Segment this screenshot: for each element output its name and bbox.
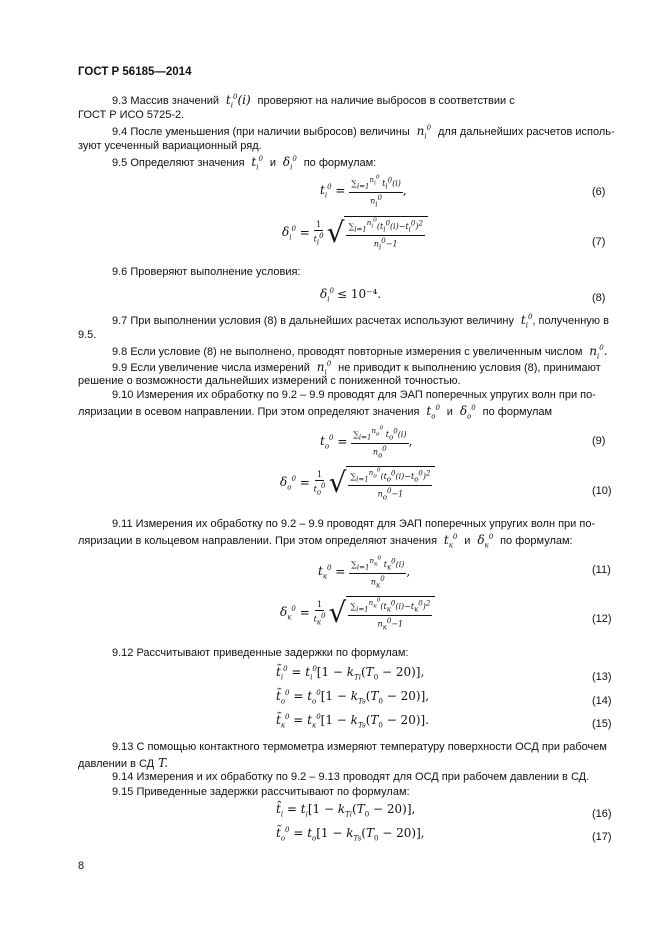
para-9-3-line1: 9.3 Массив значений $t_i^0(i)$ проверяют на наличие выбросов в соответствии с xyxy=(112,93,515,110)
formula-13: $t̃_i^0 = t_i^0[1 - k_{Ti}(T_0 - 20)]$, xyxy=(276,665,425,682)
eq-number-8: (8) xyxy=(592,292,606,304)
para-9-15: 9.15 Приведенные задержки рассчитывают по формулам: xyxy=(112,786,410,798)
para-9-3-line2: ГОСТ Р ИСО 5725-2. xyxy=(78,109,185,121)
para-9-13-line1: 9.13 С помощью контактного термометра измеряют температуру поверхности ОСД при рабочем xyxy=(112,741,607,753)
para-9-5: 9.5 Определяют значения $t_i^0$ и $\delta_i^0$ по формулам: xyxy=(112,155,377,172)
para-9-6: 9.6 Проверяют выполнение условия: xyxy=(112,266,301,278)
formula-15: $t̃_к^0 = t_к^0[1 - k_{Ts}(T_0 - 20)]$. xyxy=(276,713,430,730)
eq-number-10: (10) xyxy=(592,485,612,497)
eq-number-12: (12) xyxy=(592,613,612,625)
eq-number-15: (15) xyxy=(592,718,612,730)
para-9-11-line1: 9.11 Измерения их обработку по 9.2 – 9.9 проводят для ЭАП поперечных упругих волн при по- xyxy=(112,518,596,530)
eq-number-17: (17) xyxy=(592,831,612,843)
formula-16: $t̂_i = t_i[1 - k_{Ti}(T_0 - 20)]$, xyxy=(276,802,416,819)
para-9-7-line2: 9.5. xyxy=(78,329,97,341)
math-deltai0: $\delta_i^0$ xyxy=(279,155,297,172)
formula-11: $t_к^0$ = $\frac{\sum_{i=1}^{n_к^0} t_к^0(i)}{n_к^0}$ , xyxy=(318,556,411,589)
para-9-14: 9.14 Измерения и их обработку по 9.2 – 9.13 проводят для ОСД при рабочем давлении в СД. xyxy=(112,771,590,783)
document-header: ГОСТ Р 56185—2014 xyxy=(78,66,192,78)
para-9-9-line2: решение о возможности дальнейших измерений с пониженной точностью. xyxy=(78,375,461,387)
eq-number-7: (7) xyxy=(592,236,606,248)
math-ti0-t: $t_i^0(i)$ xyxy=(222,93,255,110)
eq-number-16: (16) xyxy=(592,808,612,820)
para-9-9-line1: 9.9 Если увеличение числа измерений $n_i^0$ не приводит к выполнению условия (8), принимают xyxy=(112,360,601,377)
para-9-12: 9.12 Рассчитывают приведенные задержки по формулам: xyxy=(112,647,409,659)
math-ni0: $n_i^0$ xyxy=(412,124,432,141)
para-9-4-line2: зуют усеченный вариационный ряд. xyxy=(78,140,262,152)
formula-6: $t_i^0$ = $\frac{\sum_{i=1}^{n_i^0} t_i^0(i)}{n_i^0}$ , xyxy=(320,175,407,208)
eq-number-6: (6) xyxy=(592,186,606,198)
para-9-8: 9.8 Если условие (8) не выполнено, проводят повторные измерения с увеличенным числом $n_i^0$. xyxy=(112,344,608,361)
formula-10: $\delta_o^0$ = $\frac{1}{t_o^0}$ √ $\frac{\sum_{i=1}^{n_o^0}(t_o^0(i)-t_o^0)^2}{n_o^0-1}$ xyxy=(280,466,435,501)
eq-number-11: (11) xyxy=(592,564,611,576)
para-9-13-line2: давлении в СД T. xyxy=(78,756,169,770)
eq-number-14: (14) xyxy=(592,695,612,707)
para-9-10-line1: 9.10 Измерения их обработку по 9.2 – 9.9 проводят для ЭАП поперечных упругих волн при по- xyxy=(112,389,596,401)
para-9-7-line1: 9.7 При выполнении условия (8) в дальнейших расчетах используют величину $t_i^0$, полученную в xyxy=(112,313,609,330)
formula-17: $t̃_o^0 = t_o[1 - k_{Ts}(T_0 - 20)]$, xyxy=(276,826,425,843)
page-number: 8 xyxy=(78,860,85,872)
para-9-4-line1: 9.4 После уменьшения (при наличии выбросов) величины $n_i^0$ для дальнейших расчетов исполь- xyxy=(112,124,615,141)
para-9-10-line2: ляризации в осевом направлении. При этом определяют значения $t_o^0$ и $\delta_o^0$ по формулам xyxy=(78,404,553,421)
formula-7: $\delta_i^0$ = $\frac{1}{t_i^0}$ √ $\frac{\sum_{i=1}^{n_i^0}(t_i^0(i)-t_i^0)^2}{n_i^0-1}$ xyxy=(282,216,428,251)
para-9-11-line2: ляризации в кольцевом направлении. При этом определяют значения $t_к^0$ и $\delta_к^0$ по формулам: xyxy=(78,533,573,550)
formula-9: $t_o^0$ = $\frac{\sum_{i=1}^{n_o^0} t_o^0(i)}{n_o^0}$ , xyxy=(320,426,413,459)
formula-8: $\delta_i^0 \le 10^{-4}$. xyxy=(320,287,382,304)
math-ti0: $t_i^0$ xyxy=(247,155,263,172)
formula-12: $\delta_к^0$ = $\frac{1}{t_к^0}$ √ $\frac{\sum_{i=1}^{n_к^0}(t_к^0(i)-t_к^0)^2}{n_к^0-1}$ xyxy=(280,596,435,631)
eq-number-13: (13) xyxy=(592,671,612,683)
formula-14: $t̃_o^0 = t_o^0[1 - k_{Ts}(T_0 - 20)]$, xyxy=(276,689,430,706)
eq-number-9: (9) xyxy=(592,435,606,447)
